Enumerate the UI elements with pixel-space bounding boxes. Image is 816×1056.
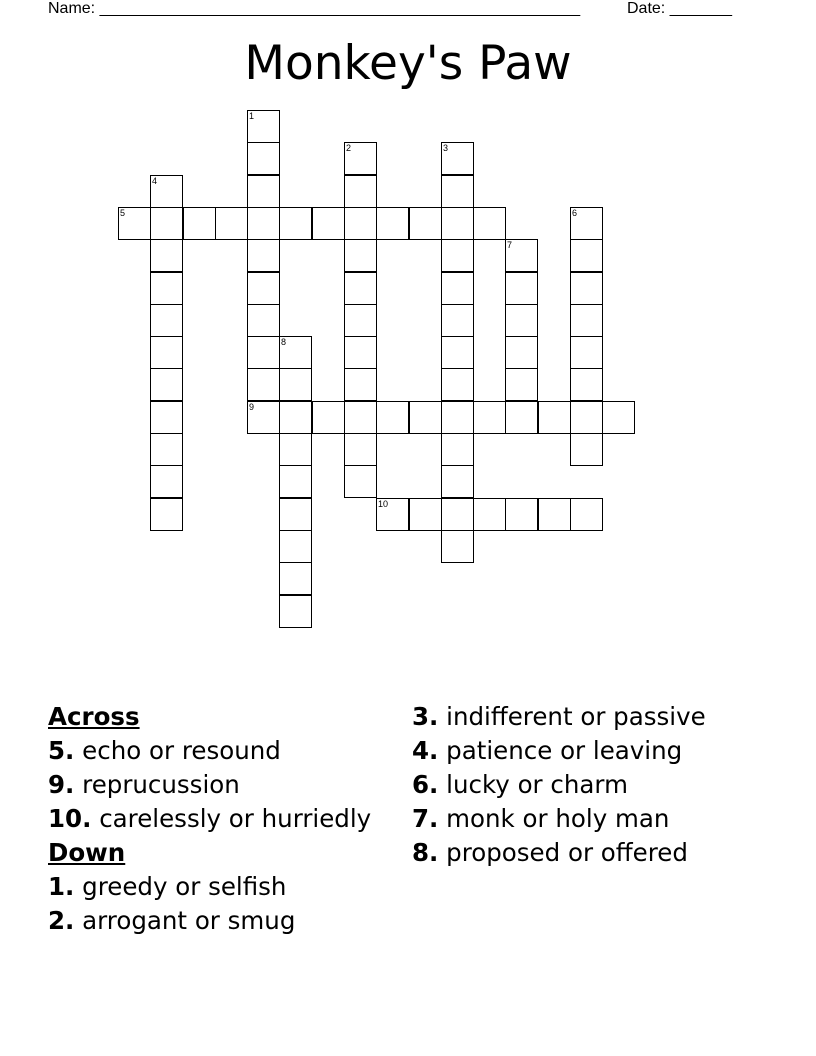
grid-cell[interactable] — [409, 498, 442, 531]
clue-down-2 — [48, 904, 398, 938]
clues-column-left — [48, 700, 398, 938]
clue-number: 9. — [48, 770, 75, 799]
grid-cell[interactable] — [505, 401, 538, 434]
grid-cell[interactable] — [570, 401, 603, 434]
grid-cell[interactable] — [150, 401, 183, 434]
grid-cell[interactable] — [247, 401, 280, 434]
cell-number: 4 — [152, 176, 158, 186]
cell-number: 2 — [346, 143, 352, 153]
clue-across-9 — [48, 768, 398, 802]
grid-cell[interactable] — [505, 272, 538, 305]
grid-cell[interactable] — [409, 207, 442, 240]
grid-cell[interactable] — [279, 562, 312, 595]
grid-cell[interactable] — [150, 272, 183, 305]
grid-cell[interactable] — [538, 401, 571, 434]
cell-number: 1 — [249, 111, 255, 121]
grid-cell[interactable] — [312, 401, 345, 434]
grid-cell[interactable] — [441, 272, 474, 305]
grid-cell[interactable] — [344, 401, 377, 434]
clue-number: 3. — [412, 702, 439, 731]
grid-cell[interactable] — [570, 336, 603, 369]
grid-cell[interactable] — [570, 207, 603, 240]
clue-number: 7. — [412, 804, 439, 833]
clue-number: 6. — [412, 770, 439, 799]
grid-cell[interactable] — [376, 401, 409, 434]
grid-cell[interactable] — [441, 304, 474, 337]
grid-cell[interactable] — [344, 142, 377, 175]
clue-number: 8. — [412, 838, 439, 867]
clue-down-8 — [412, 836, 792, 870]
clue-number: 10. — [48, 804, 92, 833]
grid-cell[interactable] — [183, 207, 216, 240]
cell-number: 3 — [443, 143, 449, 153]
grid-cell[interactable] — [473, 207, 506, 240]
grid-cell[interactable] — [344, 272, 377, 305]
grid-cell[interactable] — [344, 433, 377, 466]
date-field-label: Date: _______ — [627, 0, 732, 17]
grid-cell[interactable] — [247, 368, 280, 401]
clue-text: carelessly or hurriedly — [99, 804, 372, 833]
grid-cell[interactable] — [279, 336, 312, 369]
grid-cell[interactable] — [247, 175, 280, 208]
grid-cell[interactable] — [344, 304, 377, 337]
cell-number: 5 — [120, 208, 126, 218]
grid-cell[interactable] — [118, 207, 151, 240]
clues-column-right — [412, 700, 792, 870]
grid-cell[interactable] — [279, 433, 312, 466]
clue-text: echo or resound — [82, 736, 281, 765]
clue-down-6 — [412, 768, 792, 802]
clue-text: lucky or charm — [446, 770, 628, 799]
grid-cell[interactable] — [279, 595, 312, 628]
clue-text: proposed or offered — [446, 838, 688, 867]
grid-cell[interactable] — [441, 336, 474, 369]
grid-cell[interactable] — [279, 530, 312, 563]
grid-cell[interactable] — [344, 336, 377, 369]
grid-cell[interactable] — [376, 207, 409, 240]
grid-cell[interactable] — [441, 175, 474, 208]
grid-cell[interactable] — [344, 465, 377, 498]
grid-cell[interactable] — [441, 433, 474, 466]
grid-cell[interactable] — [441, 530, 474, 563]
grid-cell[interactable] — [441, 142, 474, 175]
grid-cell[interactable] — [409, 401, 442, 434]
grid-cell[interactable] — [441, 498, 474, 531]
clue-text: monk or holy man — [446, 804, 670, 833]
grid-cell[interactable] — [473, 401, 506, 434]
grid-cell[interactable] — [247, 207, 280, 240]
grid-cell[interactable] — [441, 368, 474, 401]
grid-cell[interactable] — [505, 304, 538, 337]
grid-cell[interactable] — [150, 433, 183, 466]
grid-cell[interactable] — [538, 498, 571, 531]
clue-number: 1. — [48, 872, 75, 901]
cell-number: 8 — [281, 337, 287, 347]
grid-cell[interactable] — [441, 401, 474, 434]
grid-cell[interactable] — [150, 336, 183, 369]
down-heading: Down — [48, 838, 126, 867]
grid-cell[interactable] — [570, 272, 603, 305]
grid-cell[interactable] — [505, 336, 538, 369]
grid-cell[interactable] — [150, 368, 183, 401]
grid-cell[interactable] — [150, 498, 183, 531]
clue-number: 4. — [412, 736, 439, 765]
grid-cell[interactable] — [505, 368, 538, 401]
clue-across-10 — [48, 802, 398, 836]
grid-cell[interactable] — [441, 239, 474, 272]
grid-cell[interactable] — [150, 304, 183, 337]
grid-cell[interactable] — [279, 207, 312, 240]
grid-cell[interactable] — [247, 272, 280, 305]
grid-cell[interactable] — [570, 498, 603, 531]
grid-cell[interactable] — [215, 207, 248, 240]
grid-cell[interactable] — [505, 239, 538, 272]
clue-down-3 — [412, 700, 792, 734]
grid-cell[interactable] — [312, 207, 345, 240]
grid-cell[interactable] — [150, 175, 183, 208]
grid-cell[interactable] — [344, 368, 377, 401]
grid-cell[interactable] — [150, 239, 183, 272]
grid-cell[interactable] — [279, 368, 312, 401]
cell-number: 10 — [378, 499, 389, 509]
grid-cell[interactable] — [247, 336, 280, 369]
grid-cell[interactable] — [150, 207, 183, 240]
grid-cell[interactable] — [247, 142, 280, 175]
grid-cell[interactable] — [247, 304, 280, 337]
grid-cell[interactable] — [344, 207, 377, 240]
clue-number: 2. — [48, 906, 75, 935]
clue-text: patience or leaving — [446, 736, 683, 765]
grid-cell[interactable] — [247, 110, 280, 143]
cell-number: 7 — [507, 240, 513, 250]
grid-cell[interactable] — [473, 498, 506, 531]
grid-cell[interactable] — [279, 401, 312, 434]
grid-cell[interactable] — [376, 498, 409, 531]
grid-cell[interactable] — [602, 401, 635, 434]
grid-cell[interactable] — [570, 304, 603, 337]
page-title: Monkey's Paw — [244, 36, 572, 91]
clue-text: arrogant or smug — [82, 906, 296, 935]
grid-cell[interactable] — [441, 465, 474, 498]
grid-cell[interactable] — [570, 433, 603, 466]
grid-cell[interactable] — [279, 498, 312, 531]
cell-number: 6 — [572, 208, 578, 218]
name-field-label: Name: ______________________________________________________ — [48, 0, 581, 17]
clue-down-7 — [412, 802, 792, 836]
grid-cell[interactable] — [344, 239, 377, 272]
grid-cell[interactable] — [247, 239, 280, 272]
clue-text: indifferent or passive — [446, 702, 706, 731]
clue-text: greedy or selfish — [82, 872, 287, 901]
clue-across-5 — [48, 734, 398, 768]
clue-down-1 — [48, 870, 398, 904]
grid-cell[interactable] — [441, 207, 474, 240]
grid-cell[interactable] — [279, 465, 312, 498]
clue-down-4 — [412, 734, 792, 768]
clue-text: reprucussion — [82, 770, 240, 799]
cell-number: 9 — [249, 402, 255, 412]
grid-cell[interactable] — [570, 239, 603, 272]
across-heading: Across — [48, 702, 140, 731]
grid-cell[interactable] — [150, 465, 183, 498]
clue-number: 5. — [48, 736, 75, 765]
grid-cell[interactable] — [344, 175, 377, 208]
grid-cell[interactable] — [505, 498, 538, 531]
grid-cell[interactable] — [570, 368, 603, 401]
